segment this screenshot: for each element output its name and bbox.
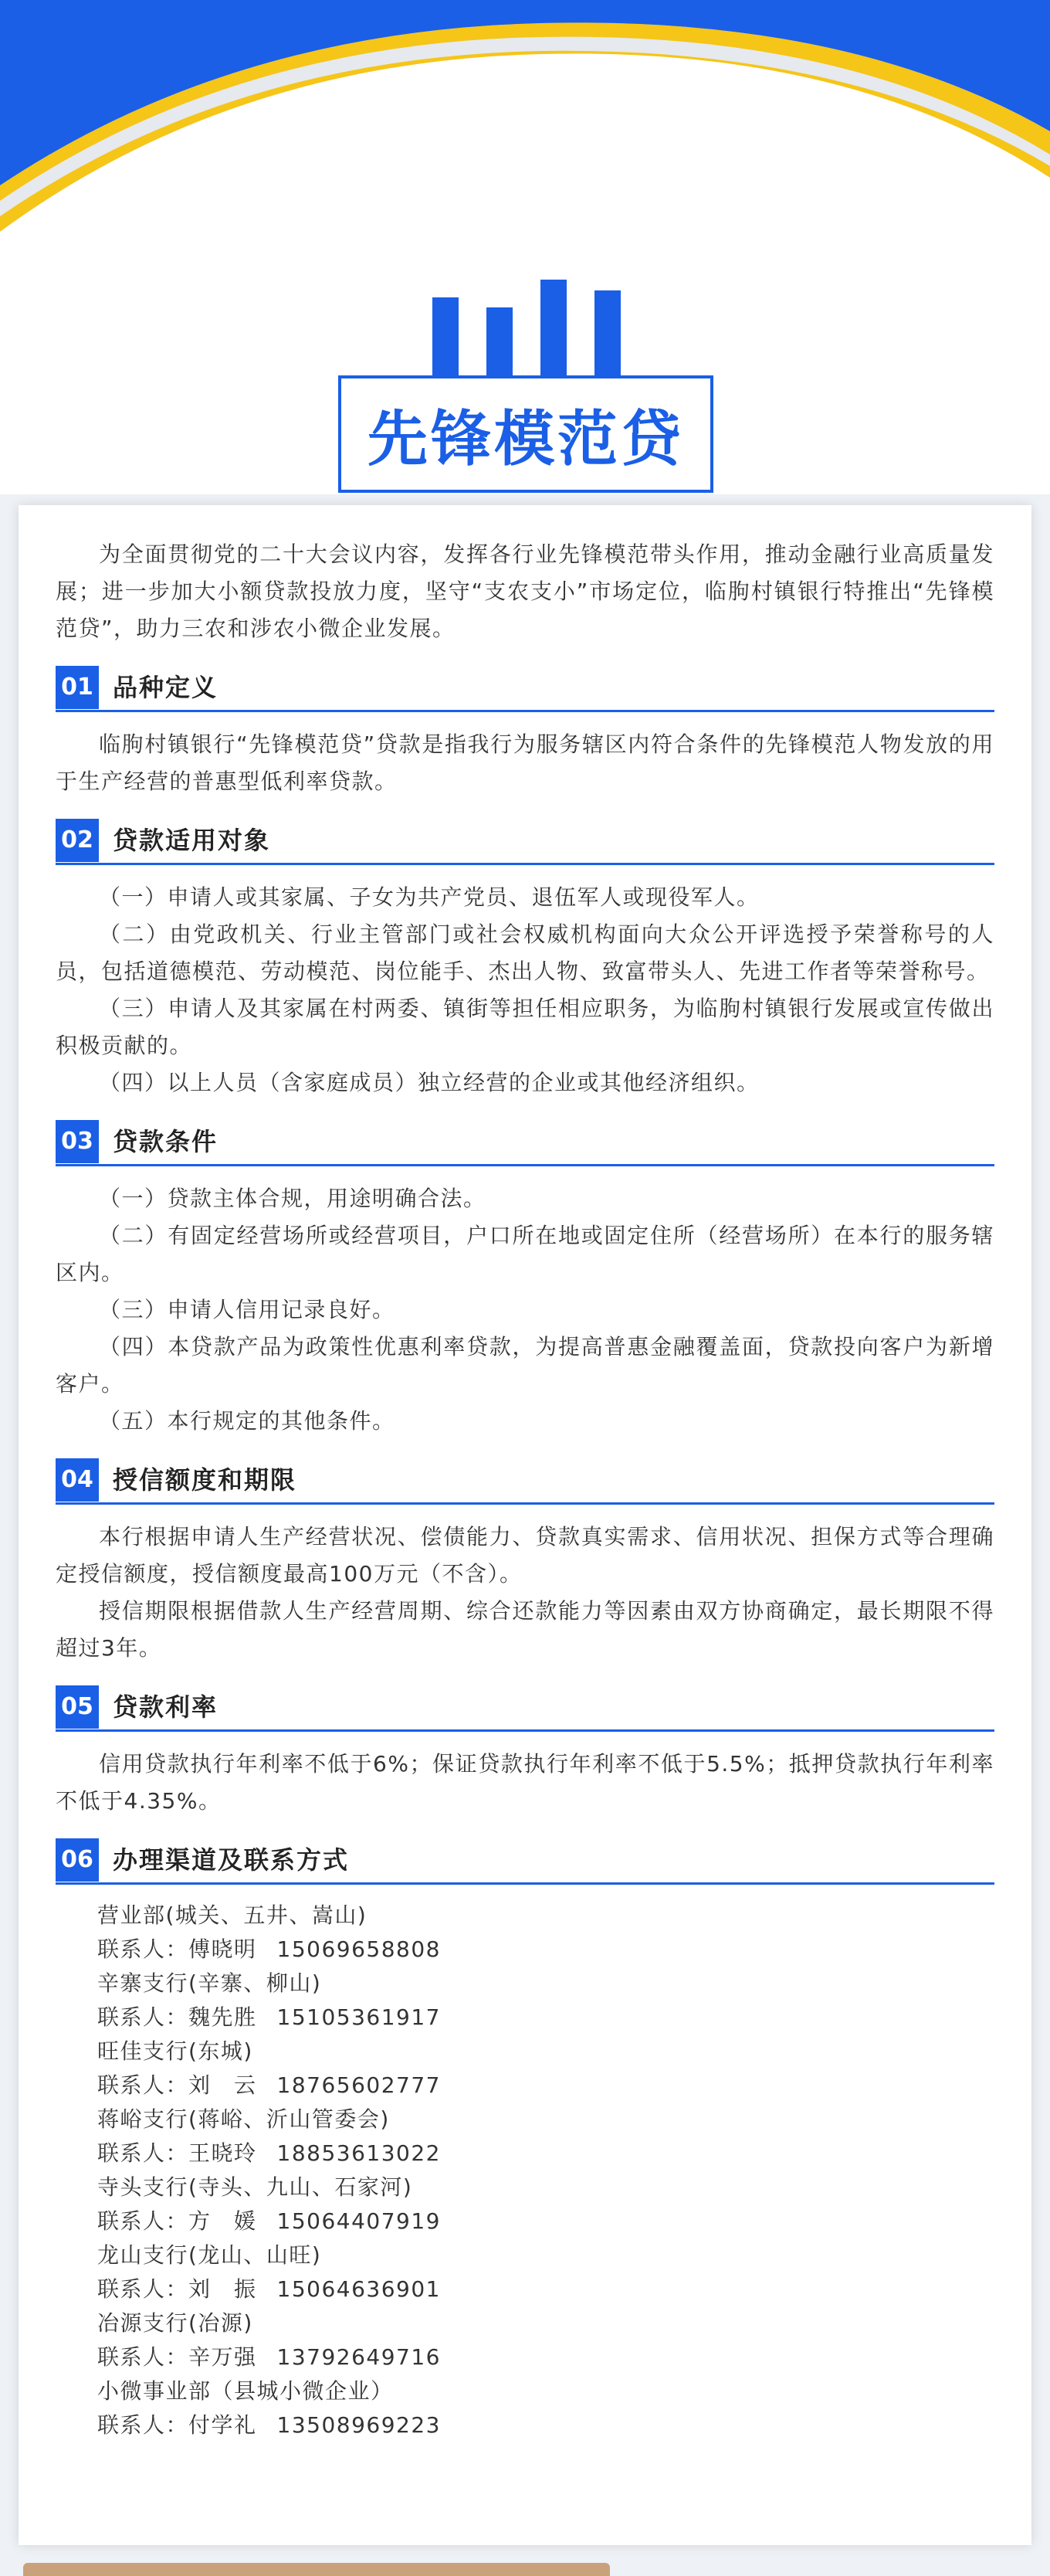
section-title: 贷款利率 [113, 1692, 218, 1722]
contact-row [56, 2408, 994, 2442]
section-header-06 [56, 1837, 994, 1885]
phone-number[interactable]: 15069658808 [276, 1936, 441, 1962]
branch-name: 旺佳支行(东城) [97, 2038, 253, 2064]
section-paragraph: （一）申请人或其家属、子女为共产党员、退伍军人或现役军人。 [99, 884, 760, 910]
page-title: 先锋模范贷 [367, 405, 684, 474]
branch-name: 营业部(城关、五井、嵩山) [97, 1902, 368, 1928]
section-paragraph: （四）本贷款产品为政策性优惠利率贷款，为提高普惠金融覆盖面，贷款投向客户为新增客户。 [56, 1334, 994, 1397]
section-paragraph: （二）有固定经营场所或经营项目，户口所在地或固定住所（经营场所）在本行的服务辖区内。 [56, 1223, 994, 1285]
phone-number[interactable]: 15064407919 [276, 2208, 441, 2234]
bar-icon-1 [432, 297, 459, 378]
footer-decoration-bar [23, 2563, 610, 2576]
branch-name: 冶源支行(冶源) [97, 2310, 253, 2336]
section-number: 02 [56, 819, 99, 862]
phone-number[interactable]: 15105361917 [276, 2004, 441, 2030]
section-header-04 [56, 1457, 994, 1505]
section-paragraph: 信用贷款执行年利率不低于6%；保证贷款执行年利率不低于5.5%；抵押贷款执行年利率不低于4.35%。 [56, 1751, 994, 1814]
bar-icon-3 [540, 280, 567, 378]
branch-name: 辛寨支行(辛寨、柳山) [97, 1970, 322, 1996]
section-paragraph: （三）申请人信用记录良好。 [99, 1297, 395, 1322]
contact-person: 联系人：魏先胜 [97, 2004, 257, 2030]
phone-number[interactable]: 13508969223 [276, 2412, 441, 2438]
section-paragraph: （五）本行规定的其他条件。 [99, 1408, 395, 1434]
section-paragraph: 授信期限根据借款人生产经营周期、综合还款能力等因素由双方协商确定，最长期限不得超过3年。 [56, 1598, 994, 1661]
contact-person: 联系人：王晓玲 [97, 2140, 257, 2166]
section-number: 05 [56, 1685, 99, 1729]
contact-row [56, 1933, 994, 1967]
content-card [19, 505, 1031, 2545]
contact-row [56, 2069, 994, 2103]
contact-person: 联系人：方 媛 [97, 2208, 257, 2234]
section-number: 04 [56, 1458, 99, 1502]
contact-row [56, 2001, 994, 2035]
title-box [338, 375, 713, 493]
contact-row [56, 2272, 994, 2306]
phone-number[interactable]: 18853613022 [276, 2140, 441, 2166]
contact-list [56, 1899, 994, 2442]
contact-person: 联系人：傅晓明 [97, 1936, 257, 1962]
section-header-03 [56, 1118, 994, 1166]
contact-person: 联系人：辛万强 [97, 2344, 257, 2370]
section-number: 06 [56, 1838, 99, 1882]
section-title: 贷款适用对象 [113, 825, 271, 855]
section-title: 办理渠道及联系方式 [113, 1845, 350, 1875]
contact-person: 联系人：刘 云 [97, 2072, 257, 2098]
phone-number[interactable]: 18765602777 [276, 2072, 441, 2098]
section-title: 品种定义 [113, 672, 218, 702]
hero-banner [0, 0, 1050, 494]
section-paragraph: （一）贷款主体合规，用途明确合法。 [99, 1186, 486, 1211]
contact-row [56, 2340, 994, 2374]
intro-paragraph: 为全面贯彻党的二十大会议内容，发挥各行业先锋模范带头作用，推动金融行业高质量发展；进一步加大小额贷款投放力度，坚守“支农支小”市场定位，临朐村镇银行特推出“先锋模范贷”，助力三农和涉农小微企业发展。 [56, 541, 994, 641]
section-paragraph: 临朐村镇银行“先锋模范贷”贷款是指我行为服务辖区内符合条件的先锋模范人物发放的用于生产经营的普惠型低利率贷款。 [56, 731, 994, 794]
contact-row [56, 2204, 994, 2238]
contact-person: 联系人：刘 振 [97, 2276, 257, 2302]
section-title: 授信额度和期限 [113, 1464, 297, 1495]
section-number: 01 [56, 666, 99, 709]
section-header-01 [56, 664, 994, 712]
phone-number[interactable]: 13792649716 [276, 2344, 441, 2370]
section-paragraph: 本行根据申请人生产经营状况、偿债能力、贷款真实需求、信用状况、担保方式等合理确定授信额度，授信额度最高100万元（不含）。 [56, 1524, 994, 1587]
branch-name: 小微事业部（县城小微企业） [97, 2378, 394, 2404]
section-paragraph: （三）申请人及其家属在村两委、镇街等担任相应职务，为临朐村镇银行发展或宣传做出积极贡献的。 [56, 996, 994, 1058]
bar-icon-4 [594, 290, 621, 378]
contact-person: 联系人：付学礼 [97, 2412, 257, 2438]
section-paragraph: （四）以上人员（含家庭成员）独立经营的企业或其他经济组织。 [99, 1070, 760, 1095]
contact-row [56, 2136, 994, 2170]
branch-name: 寺头支行(寺头、九山、石家河) [97, 2174, 413, 2200]
bar-icon-2 [486, 307, 513, 378]
section-paragraph: （二）由党政机关、行业主管部门或社会权威机构面向大众公开评选授予荣誉称号的人员，包括道德模范、劳动模范、岗位能手、杰出人物、致富带头人、先进工作者等荣誉称号。 [56, 921, 994, 984]
branch-name: 龙山支行(龙山、山旺) [97, 2242, 322, 2268]
content-body [56, 536, 994, 2442]
phone-number[interactable]: 15064636901 [276, 2276, 441, 2302]
section-header-05 [56, 1684, 994, 1732]
branch-name: 蒋峪支行(蒋峪、沂山管委会) [97, 2106, 390, 2132]
section-number: 03 [56, 1120, 99, 1163]
section-title: 贷款条件 [113, 1126, 218, 1156]
section-header-02 [56, 817, 994, 865]
